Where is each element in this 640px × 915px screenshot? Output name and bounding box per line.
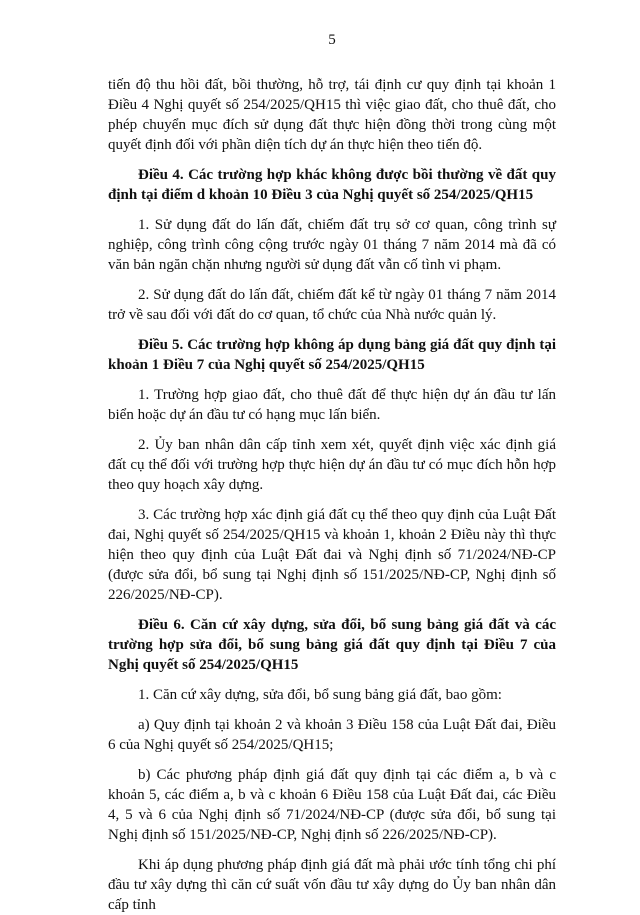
article-4-clause-1: 1. Sử dụng đất do lấn đất, chiếm đất trụ sở cơ quan, công trình sự nghiệp, công trình công cộng trước ngày 01 tháng 7 năm 2014 mà đã có văn bản ngăn chặn nhưng người sử dụng đất vẫn cố tình vi phạm. [108, 217, 556, 273]
article-6-heading: Điều 6. Căn cứ xây dựng, sửa đổi, bổ sung bảng giá đất và các trường hợp sửa đổi, bổ sung bảng giá đất quy định tại Điều 7 của Nghị quyết số 254/2025/QH15 [108, 617, 556, 673]
article-5-clause-1: 1. Trường hợp giao đất, cho thuê đất để thực hiện dự án đầu tư lấn biển hoặc dự án đầu tư có hạng mục lấn biển. [108, 387, 556, 423]
article-4-heading: Điều 4. Các trường hợp khác không được bồi thường về đất quy định tại điểm d khoản 10 Điều 3 của Nghị quyết số 254/2025/QH15 [108, 167, 556, 203]
paragraph-continuation: tiến độ thu hồi đất, bồi thường, hỗ trợ, tái định cư quy định tại khoản 1 Điều 4 Nghị quyết số 254/2025/QH15 thì việc giao đất, cho thuê đất, cho phép chuyển mục đích sử dụng đất thực hiện đồng thời trong cùng một quyết định đối với phần diện tích dự án thực hiện theo tiến độ. [108, 77, 556, 153]
article-6-clause-1: 1. Căn cứ xây dựng, sửa đổi, bổ sung bảng giá đất, bao gồm: [138, 687, 502, 703]
article-5-clause-2: 2. Ủy ban nhân dân cấp tỉnh xem xét, quyết định việc xác định giá đất cụ thể đối với trường hợp thực hiện dự án đầu tư có mục đích hỗn hợp theo quy hoạch xây dựng. [108, 437, 556, 493]
page-number: 5 [328, 32, 336, 48]
article-6-point-b: b) Các phương pháp định giá đất quy định tại các điểm a, b và c khoản 5, các điểm a, b và c khoản 6 Điều 158 của Luật Đất đai, các Điều 4, 5 và 6 của Nghị định số 71/2024/NĐ-CP (được sửa đổi, bổ sung tại Nghị định số 151/2025/NĐ-CP, Nghị định số 226/2025/NĐ-CP). [108, 767, 556, 843]
article-5-heading: Điều 5. Các trường hợp không áp dụng bảng giá đất quy định tại khoản 1 Điều 7 của Nghị quyết số 254/2025/QH15 [108, 337, 556, 373]
article-5-clause-3: 3. Các trường hợp xác định giá đất cụ thể theo quy định của Luật Đất đai, Nghị quyết số 254/2025/QH15 và khoản 1, khoản 2 Điều này thì thực hiện theo quy định của Luật Đất đai và Nghị định số 71/2024/NĐ-CP (được sửa đổi, bổ sung tại Nghị định số 151/2025/NĐ-CP, Nghị định số 226/2025/NĐ-CP). [108, 507, 556, 603]
article-6-paragraph-continuing: Khi áp dụng phương pháp định giá đất mà phải ước tính tổng chi phí đầu tư xây dựng thì căn cứ suất vốn đầu tư xây dựng do Ủy ban nhân dân cấp tỉnh [108, 857, 556, 913]
article-4-clause-2: 2. Sử dụng đất do lấn đất, chiếm đất kể từ ngày 01 tháng 7 năm 2014 trở về sau đối với đất do cơ quan, tổ chức của Nhà nước quản lý. [108, 287, 556, 323]
article-6-point-a: a) Quy định tại khoản 2 và khoản 3 Điều 158 của Luật Đất đai, Điều 6 của Nghị quyết số 254/2025/QH15; [108, 717, 556, 753]
